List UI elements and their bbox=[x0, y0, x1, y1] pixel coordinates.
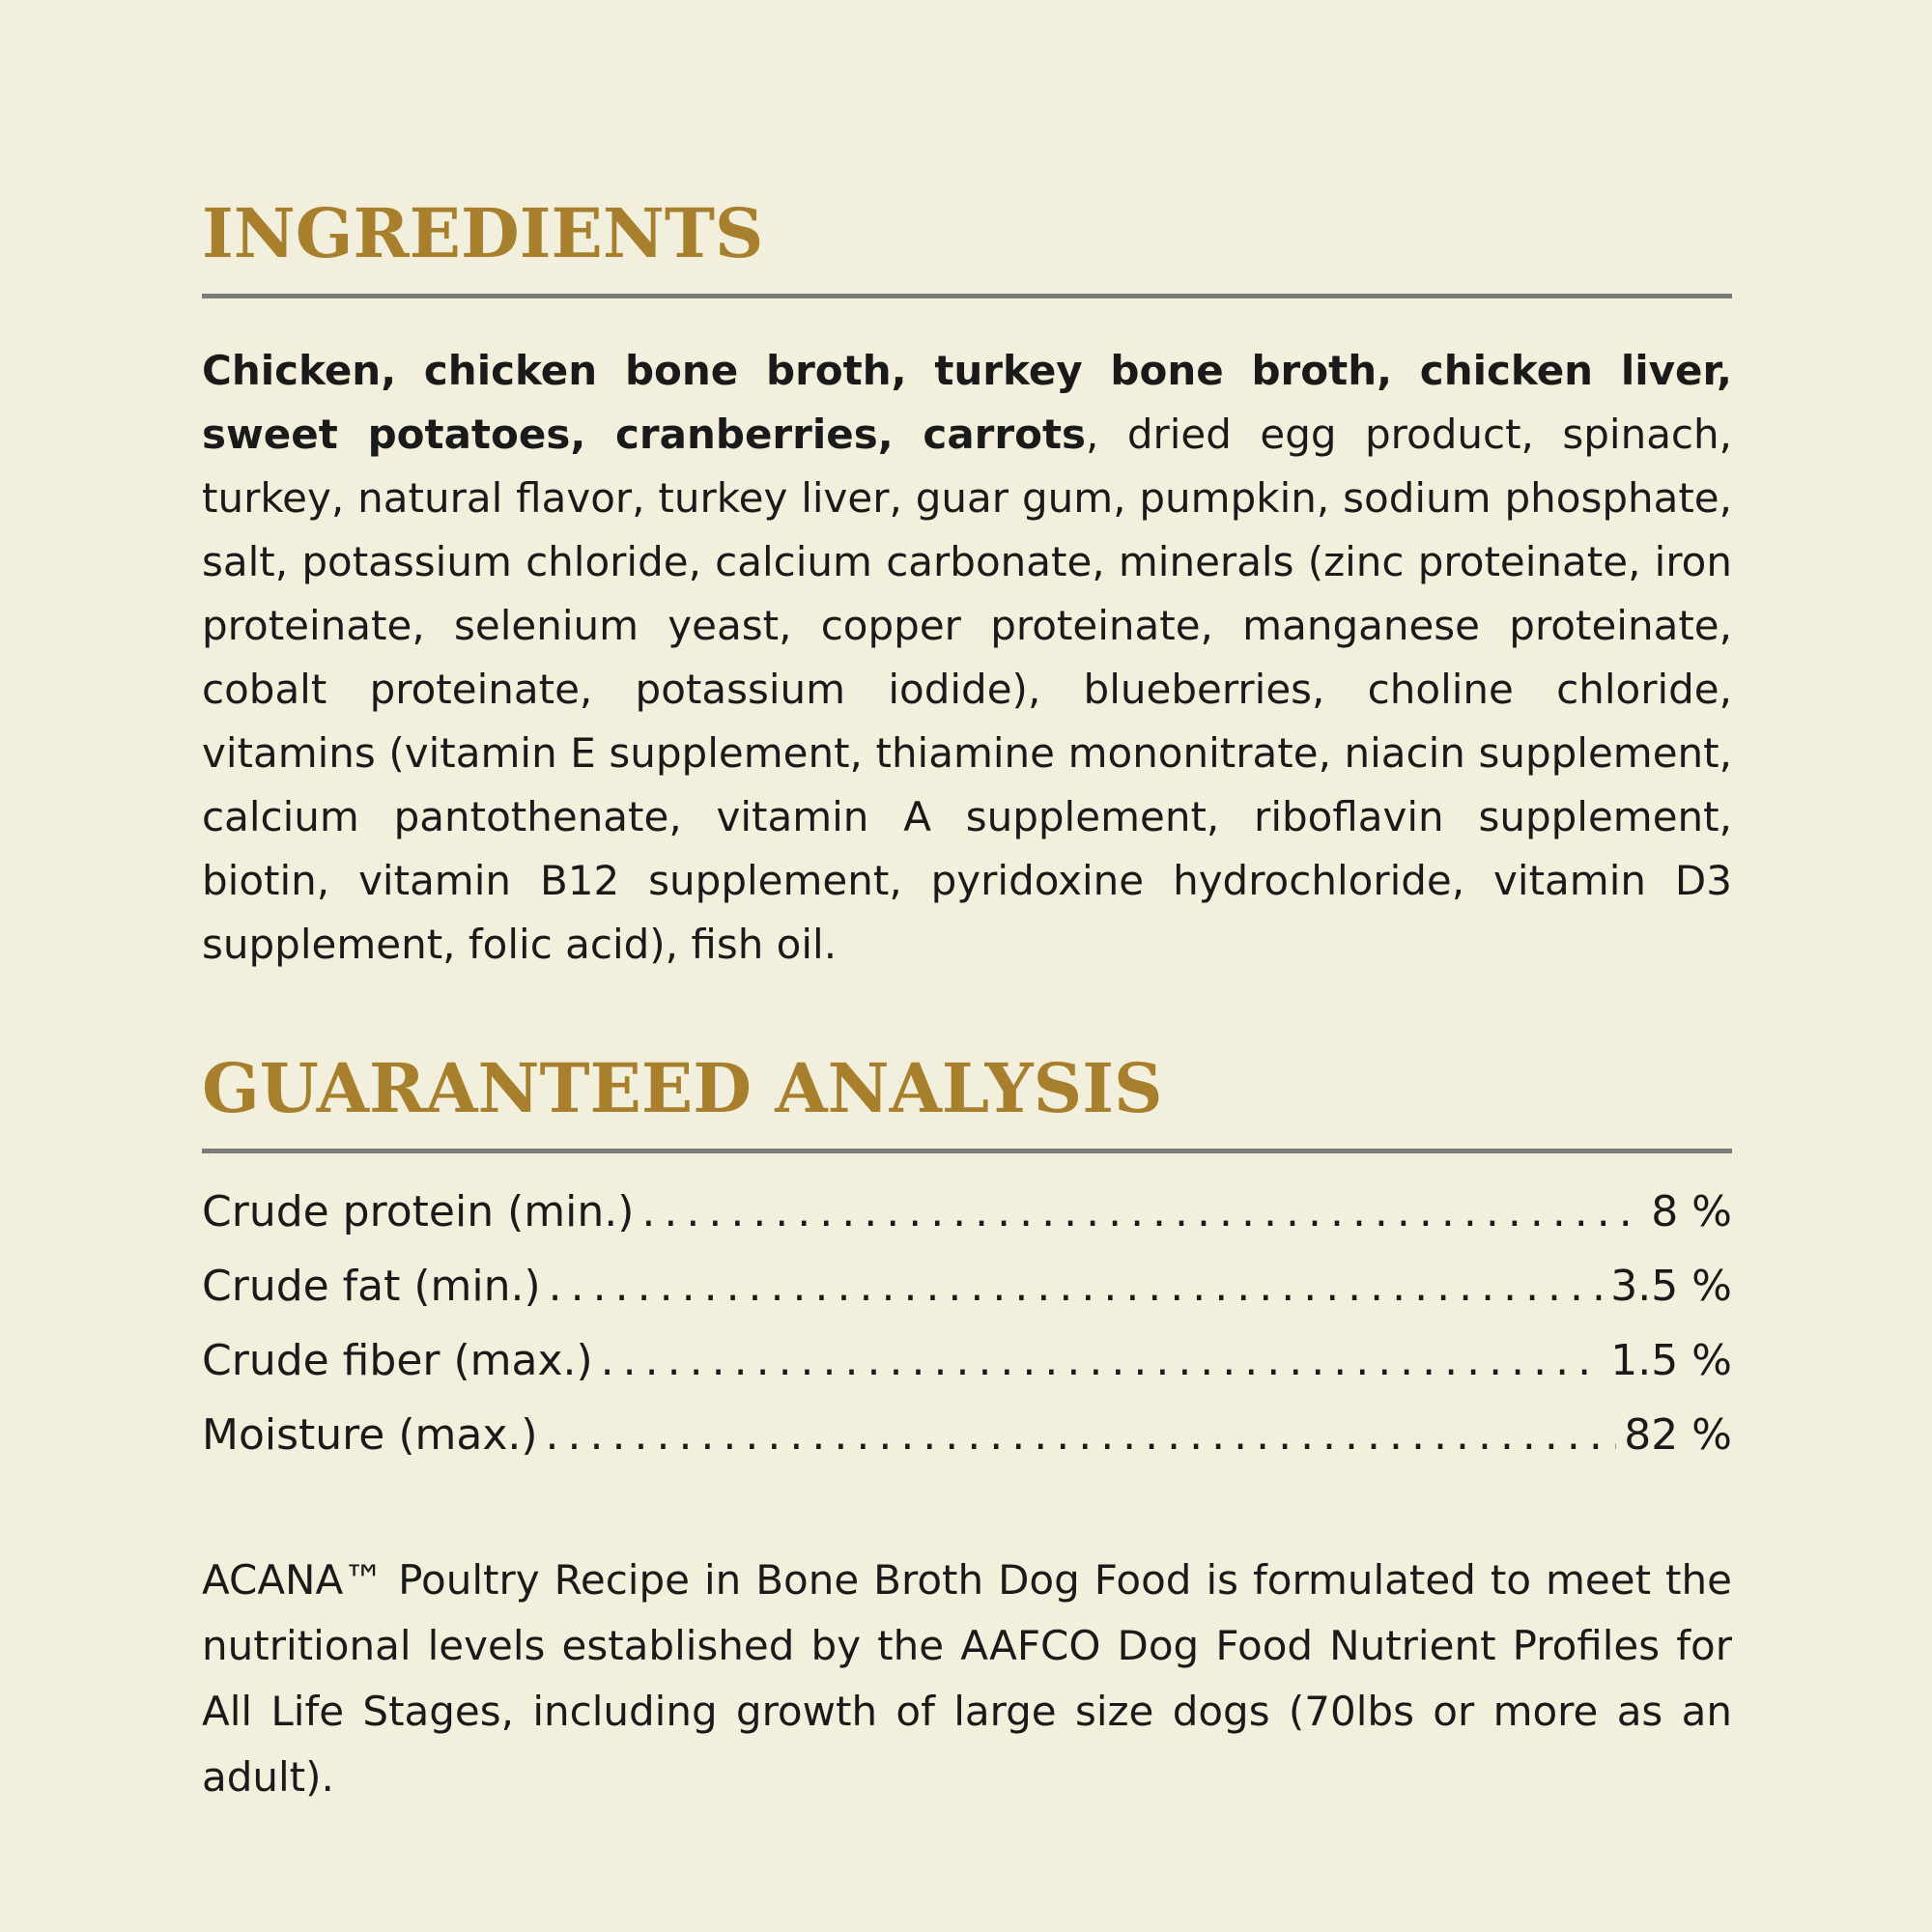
ingredients-list bbox=[202, 339, 1732, 977]
analysis-label: Moisture (max.) bbox=[202, 1410, 538, 1460]
analysis-label: Crude fiber (max.) bbox=[202, 1336, 593, 1385]
analysis-divider bbox=[202, 1149, 1732, 1153]
dot-leader bbox=[641, 1175, 1643, 1249]
analysis-value: 1.5 % bbox=[1610, 1336, 1732, 1385]
analysis-row-protein bbox=[202, 1175, 1732, 1249]
dot-leader bbox=[601, 1323, 1604, 1398]
analysis-value: 3.5 % bbox=[1610, 1262, 1732, 1311]
analysis-row-fiber bbox=[202, 1323, 1732, 1398]
ingredients-primary: Chicken, chicken bone broth, turkey bone broth, chicken liver, sweet potatoes, cranberries, carrots bbox=[202, 347, 1732, 458]
label-panel bbox=[202, 193, 1732, 1851]
aafco-statement: ACANA™ Poultry Recipe in Bone Broth Dog Food is formulated to meet the nutritional levels established by the AAFCO Dog Food Nutrient Profiles for All Life Stages, including growth of large size dogs (70lbs or more as an adult). bbox=[202, 1556, 1732, 1801]
analysis-label: Crude fat (min.) bbox=[202, 1262, 541, 1311]
analysis-value: 8 % bbox=[1651, 1187, 1732, 1236]
ingredients-heading: INGREDIENTS bbox=[202, 193, 764, 273]
analysis-row-moisture bbox=[202, 1398, 1732, 1472]
ingredients-secondary: , dried egg product, spinach, turkey, natural flavor, turkey liver, guar gum, pumpkin, sodium phosphate, salt, potassium chloride, calcium carbonate, minerals (zinc proteinate, iron proteinate, selenium yeast, copper proteinate, manganese proteinate, cobalt proteinate, potassium iodide), blueberries, choline chloride, vitamins (vitamin E supplement, thiamine mononitrate, niacin supplement, calcium pantothenate, vitamin A supplement, riboflavin supplement, biotin, vitamin B12 supplement, pyridoxine hydrochloride, vitamin D3 supplement, folic acid), fish oil. bbox=[202, 411, 1732, 968]
dot-leader bbox=[549, 1249, 1604, 1323]
analysis-table bbox=[202, 1175, 1732, 1472]
dot-leader bbox=[546, 1398, 1617, 1472]
ingredients-divider bbox=[202, 294, 1732, 298]
analysis-row-fat bbox=[202, 1249, 1732, 1323]
guaranteed-analysis-heading: GUARANTEED ANALYSIS bbox=[202, 1048, 1163, 1128]
analysis-label: Crude protein (min.) bbox=[202, 1187, 635, 1236]
analysis-value: 82 % bbox=[1624, 1410, 1732, 1460]
